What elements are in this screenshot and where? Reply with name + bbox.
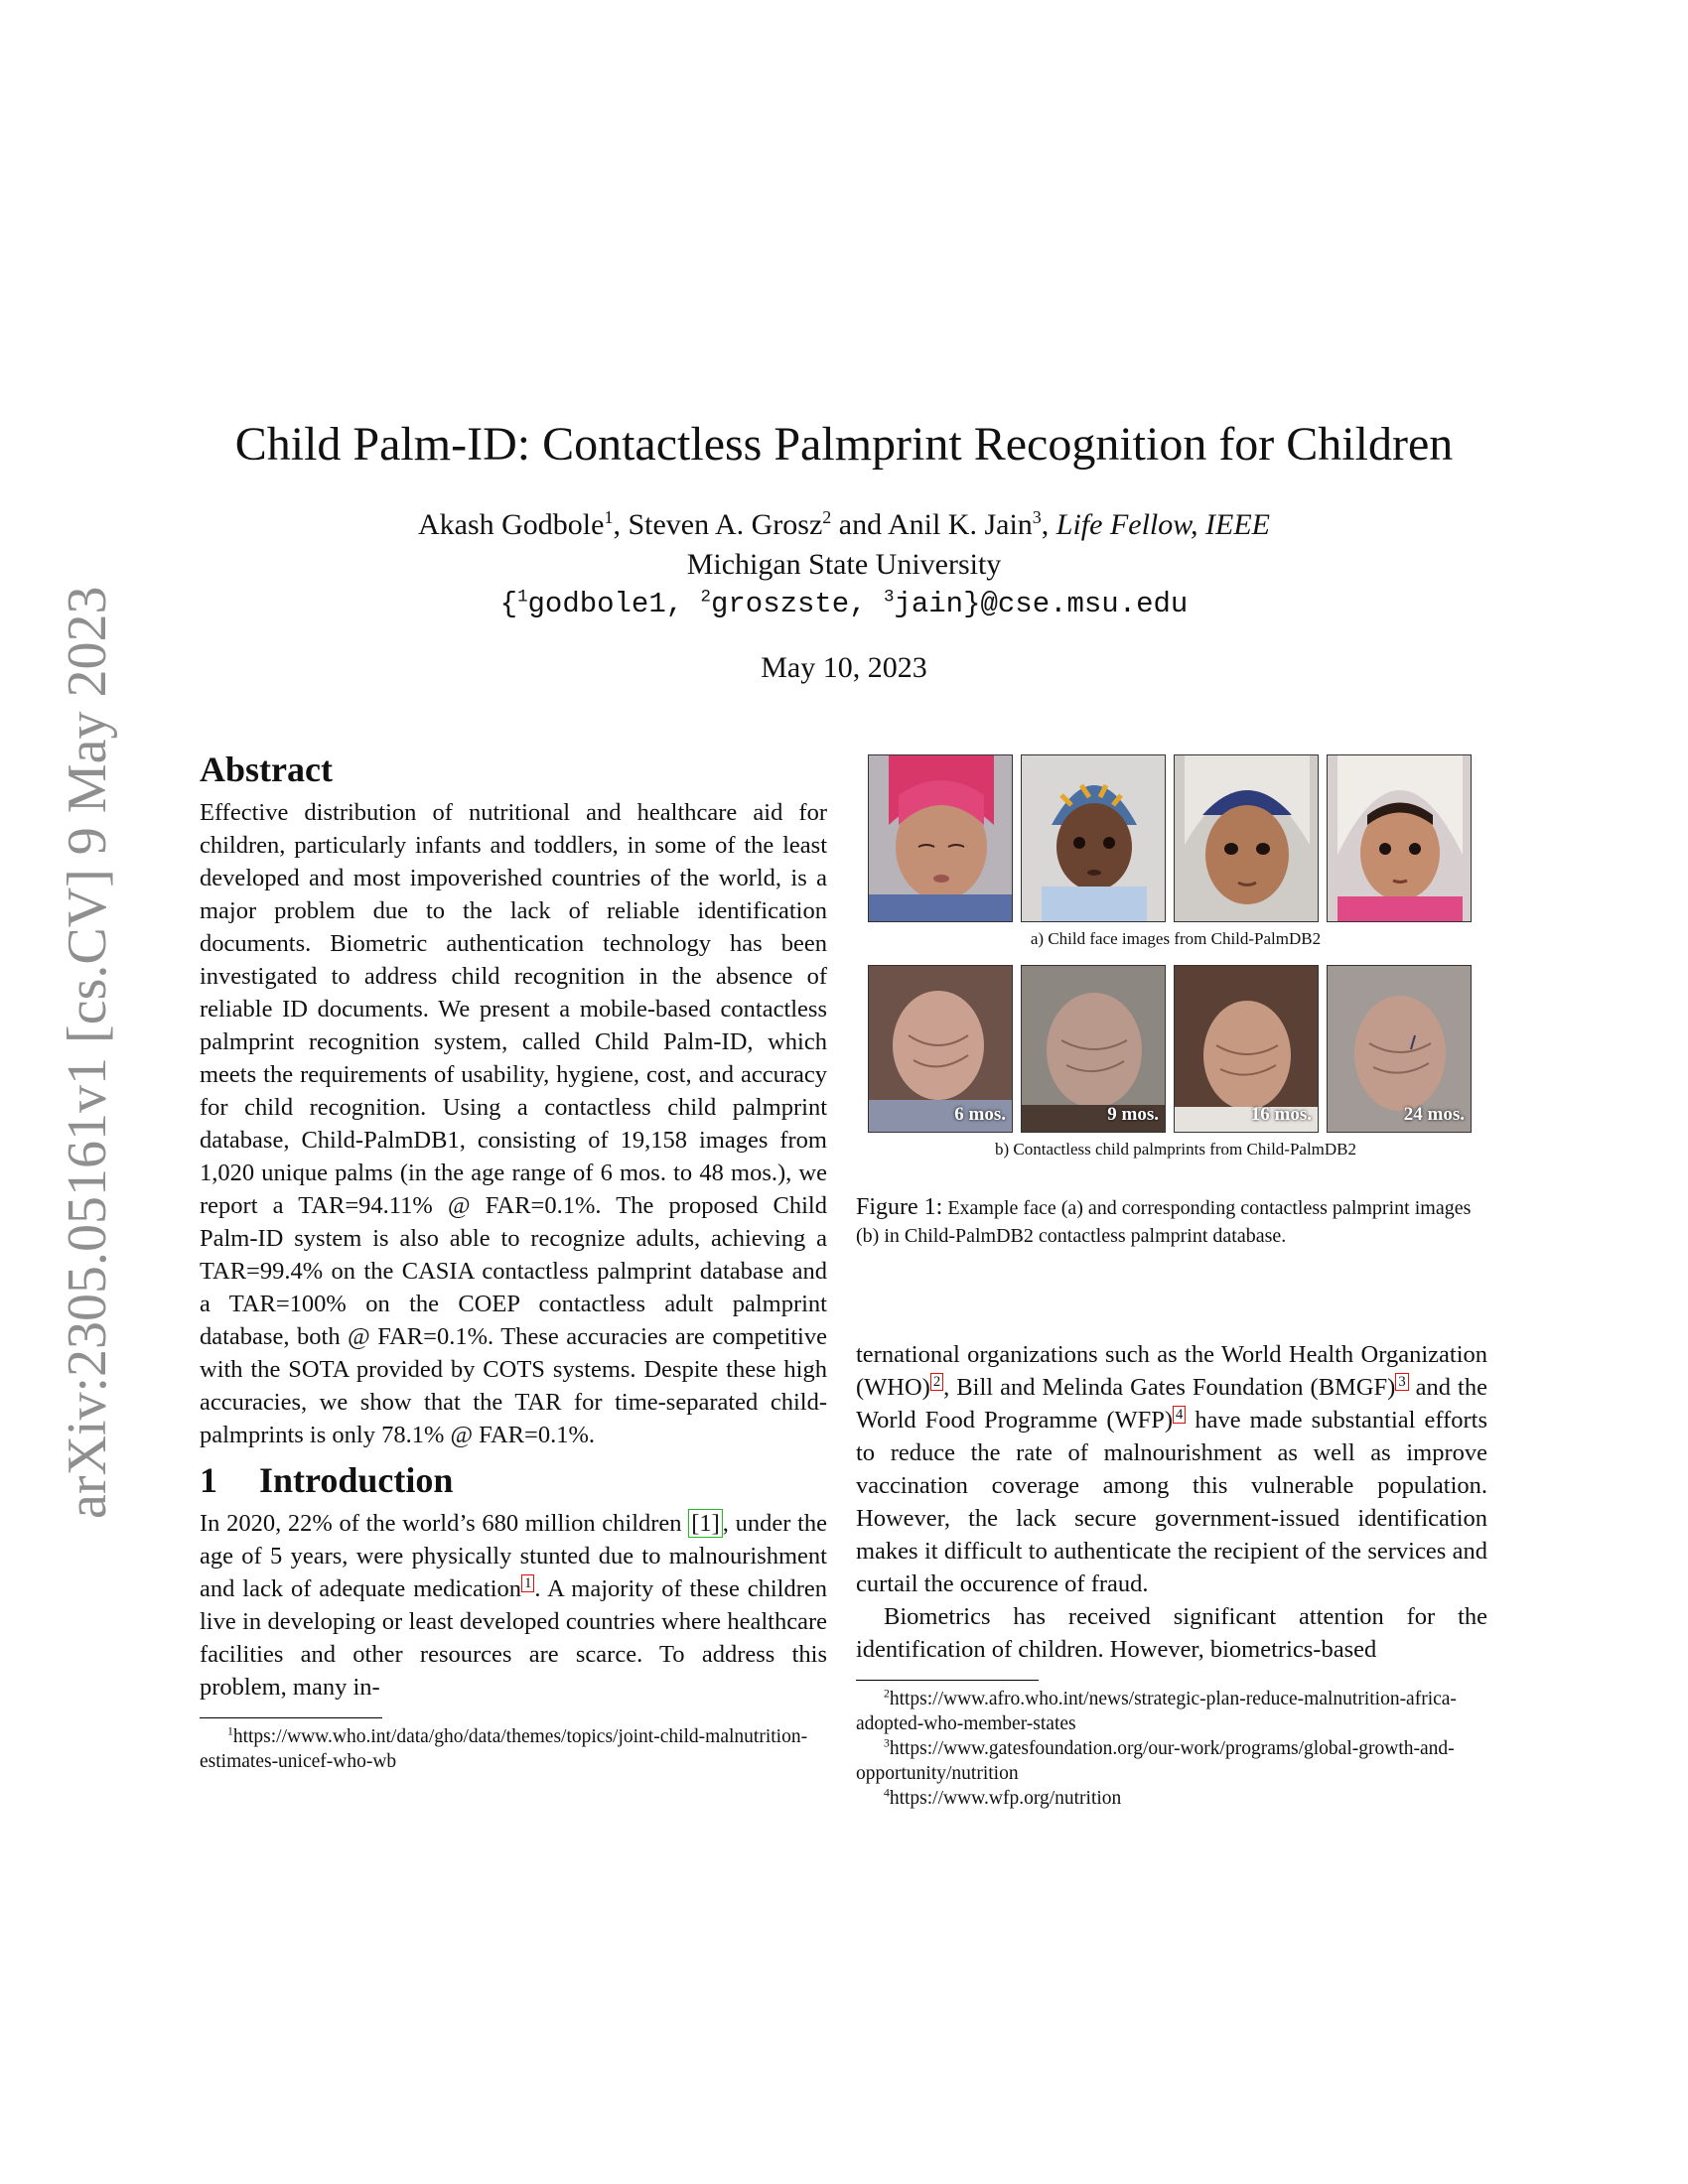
email-user: groszste, <box>710 588 885 620</box>
footnote-url[interactable]: https://www.afro.who.int/news/strategic-plan-reduce-malnutrition-africa-adopted-who-member-states <box>856 1689 1457 1734</box>
intro-text: , under the age of 5 years, were physically stunted due to malnourishment and lack of adequate medication <box>200 1510 827 1602</box>
footnote-link[interactable]: 3 <box>1395 1373 1408 1391</box>
email-user: jain <box>894 588 964 620</box>
email-user: godbole1, <box>527 588 701 620</box>
child-face-image <box>1021 754 1166 922</box>
arxiv-identifier-stamp: arXiv:2305.05161v1 [cs.CV] 9 May 2023 <box>57 586 118 1519</box>
intro-paragraph-continued <box>856 1338 1487 1600</box>
author-name: Akash Godbole <box>417 508 605 541</box>
paper-date: May 10, 2023 <box>761 651 927 684</box>
author-sup: 2 <box>822 507 832 527</box>
footnote-4 <box>856 1786 1487 1811</box>
left-column <box>200 747 827 1774</box>
paper-title: Child Palm-ID: Contactless Palmprint Recognition for Children <box>234 418 1454 471</box>
footnote-rule <box>200 1717 382 1718</box>
author-emails <box>0 586 1688 623</box>
figure-label: Figure 1: <box>856 1194 943 1220</box>
footnote-link[interactable]: 2 <box>930 1373 943 1391</box>
child-face-image <box>868 754 1013 922</box>
right-column <box>856 1338 1487 1811</box>
footnote-url[interactable]: https://www.who.int/data/gho/data/themes/topics/joint-child-malnutrition-estimates-unicef-who-wb <box>200 1726 808 1772</box>
abstract-heading: Abstract <box>200 750 333 789</box>
email-domain: }@cse.msu.edu <box>963 588 1189 620</box>
intro-text: and the World Food Programme (WFP) <box>856 1374 1487 1433</box>
intro-paragraph-2: Biometrics has received significant attention for the identification of children. However, biometrics-based <box>856 1603 1487 1663</box>
author-sup: 1 <box>604 507 614 527</box>
section-number: 1 <box>200 1460 217 1500</box>
footnote-1 <box>200 1724 827 1774</box>
age-label: 6 mos. <box>954 1104 1006 1125</box>
author-sup: 3 <box>1032 507 1042 527</box>
figure-1 <box>868 754 1483 1175</box>
subcaption-b: b) Contactless child palmprints from Child-PalmDB2 <box>994 1140 1357 1159</box>
footnote-number: 3 <box>884 1736 890 1750</box>
author-name: Anil K. Jain <box>887 508 1033 541</box>
affiliation: Michigan State University <box>686 548 1002 581</box>
palmprint-image <box>1021 965 1166 1133</box>
email-sup: 1 <box>517 588 528 608</box>
footnote-2 <box>856 1687 1487 1736</box>
intro-text: , Bill and Melinda Gates Foundation (BMGF) <box>943 1374 1396 1401</box>
palm-image-row <box>868 965 1483 1133</box>
footnote-number: 4 <box>884 1786 890 1800</box>
email-sup: 2 <box>700 588 711 608</box>
abstract-text: Effective distribution of nutritional and healthcare aid for children, particularly infants and toddlers, in some of the least developed and most impoverished countries of the world, is a major problem due to the lack of reliable identification documents. Biometric authentication technology has been investigated to address child recognition in the absence of reliable ID documents. We present a mobile-based contactless palmprint recognition system, called Child Palm-ID, which meets the requirements of usability, hygiene, cost, and accuracy for child recognition. Using a contactless child palmprint database, Child-PalmDB1, consisting of 19,158 images from 1,020 unique palms (in the age range of 6 mos. to 48 mos.), we report a TAR=94.11% @ FAR=0.1%. The proposed Child Palm-ID system is also able to recognize adults, achieving a TAR=99.4% on the CASIA contactless palmprint database and a TAR=100% on the COEP contactless adult palmprint database, both @ FAR=0.1%. These accuracies are competitive with the SOTA provided by COTS systems. Despite these high accuracies, we show that the TAR for time-separated child-palmprints is only 78.1% @ FAR=0.1%. <box>200 799 827 1448</box>
footnote-rule <box>856 1680 1039 1681</box>
intro-text: ternational organizations such as the World Health Organization (WHO) <box>856 1341 1487 1401</box>
footnote-url[interactable]: https://www.gatesfoundation.org/our-work/programs/global-growth-and-opportunity/nutrition <box>856 1738 1455 1784</box>
intro-text: have made substantial efforts to reduce the rate of malnourishment as well as improve vaccination coverage among this vulnerable population. However, the lack secure government-issued identification makes it difficult to authenticate the recipient of the services and curtail the occurence of fraud. <box>856 1407 1487 1597</box>
face-image-row <box>868 754 1483 922</box>
age-label: 9 mos. <box>1107 1104 1159 1125</box>
footnote-number: 1 <box>227 1724 233 1738</box>
child-face-image <box>1327 754 1472 922</box>
footnote-url[interactable]: https://www.wfp.org/nutrition <box>889 1788 1122 1809</box>
email-brace: { <box>499 588 518 620</box>
age-label: 16 mos. <box>1250 1104 1312 1125</box>
figure-caption-text: Example face (a) and corresponding contactless palmprint images (b) in Child-PalmDB2 contactless palmprint database. <box>856 1197 1472 1247</box>
intro-paragraph <box>200 1507 827 1704</box>
footnote-link[interactable]: 1 <box>521 1574 534 1592</box>
introduction-heading <box>200 1457 827 1503</box>
author-honor: Life Fellow, IEEE <box>1055 508 1271 541</box>
intro-text: In 2020, 22% of the world’s 680 million children <box>200 1510 689 1537</box>
footnote-3 <box>856 1736 1487 1786</box>
footnote-number: 2 <box>884 1687 890 1701</box>
intro-text: . A majority of these children live in developing or least developed countries where healthcare facilities and other resources are scarce. To address this problem, many in- <box>200 1575 827 1701</box>
palmprint-image <box>1174 965 1319 1133</box>
author-name: Steven A. Grosz <box>628 508 823 541</box>
figure-caption <box>856 1194 1487 1250</box>
subcaption-a: a) Child face images from Child-PalmDB2 <box>1030 929 1322 948</box>
palmprint-image <box>868 965 1013 1133</box>
child-face-image <box>1174 754 1319 922</box>
section-title: Introduction <box>259 1460 454 1500</box>
author-list: Akash Godbole$^1$, Steven A. Grosz$^2$ and Anil K. Jain$^3$, Life Fellow, IEEE <box>417 507 1271 541</box>
email-sup: 3 <box>884 588 895 608</box>
footnote-link[interactable]: 4 <box>1173 1406 1186 1424</box>
age-label: 24 mos. <box>1403 1104 1465 1125</box>
palmprint-image <box>1327 965 1472 1133</box>
citation-link[interactable]: [1] <box>688 1509 723 1538</box>
